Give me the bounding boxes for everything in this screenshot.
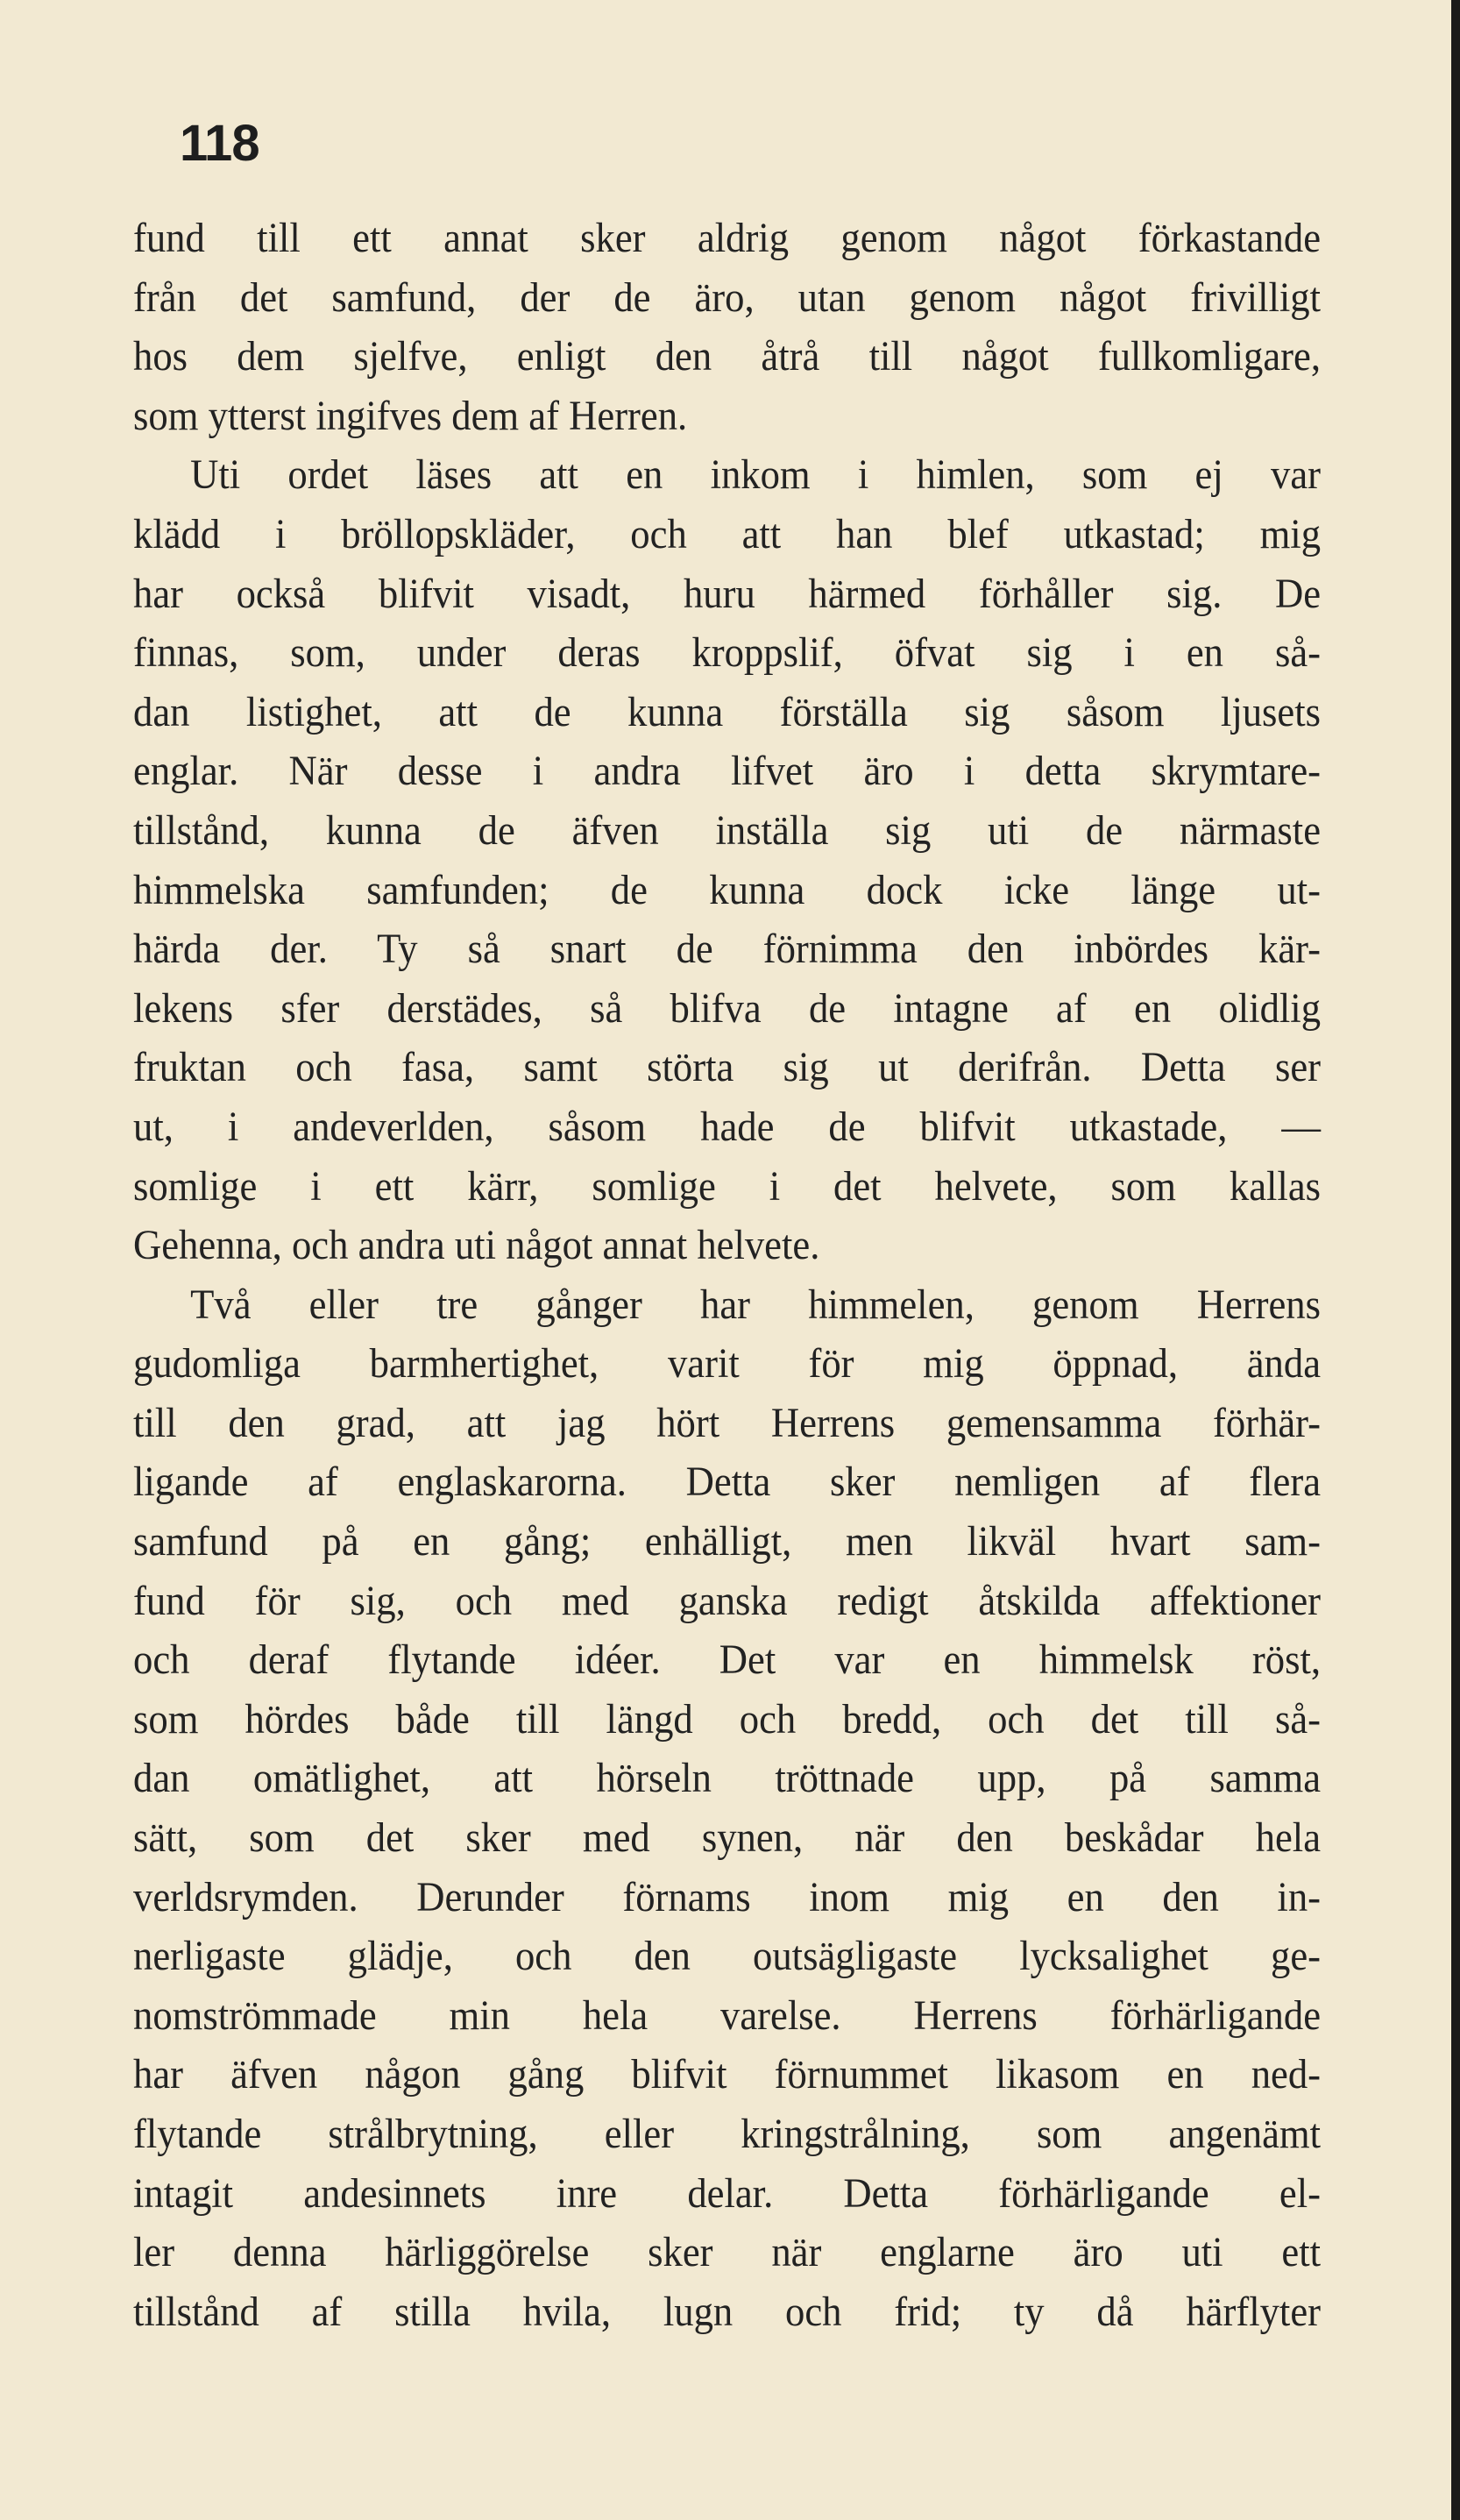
text-line: gudomliga barmhertighet, varit för mig öppnad, ända (133, 1340, 1322, 1388)
text-line: nomströmmade min hela varelse. Herrens förhärligande (133, 1991, 1322, 2039)
text-line: flytande strålbrytning, eller kringstrålning, som angenämt (133, 2111, 1322, 2157)
text-line: fund för sig, och med ganska redigt åtskilda affektioner (133, 1577, 1322, 1624)
text-line: klädd i bröllopskläder, och att han blef utkastad; mig (133, 510, 1322, 557)
text-line: från det samfund, der de äro, utan genom något frivilligt (133, 273, 1322, 321)
text-line: samfund på en gång; enhälligt, men likväl hvart sam- (133, 1518, 1322, 1565)
text-line: ligande af englaskarorna. Detta sker nemligen af flera (133, 1459, 1322, 1506)
text-line: dan listighet, att de kunna förställa sig såsom ljusets (133, 688, 1322, 735)
text-line: hos dem sjelfve, enligt den åtrå till något fullkomligare, (133, 333, 1322, 380)
text-line: ler denna härliggörelse sker när englarne äro uti ett (133, 2229, 1322, 2276)
text-line: nerligaste glädje, och den outsägligaste lycksalighet ge- (133, 1933, 1322, 1980)
text-line: som hördes både till längd och bredd, och det till så- (133, 1695, 1322, 1743)
text-line: englar. När desse i andra lifvet äro i detta skrymtare- (133, 748, 1322, 795)
page-number: 118 (180, 115, 259, 172)
text-line: somlige i ett kärr, somlige i det helvete, som kallas (133, 1162, 1322, 1210)
text-line: lekens sfer derstädes, så blifva de intagne af en olidlig (133, 984, 1322, 1032)
text-line: Gehenna, och andra uti något annat helvete. (133, 1222, 820, 1269)
text-line: Två eller tre gånger har himmelen, genom Herrens (190, 1281, 1322, 1328)
text-line: himmelska samfunden; de kunna dock icke länge ut- (133, 866, 1322, 913)
text-line: och deraf flytande idéer. Det var en himmelsk röst, (133, 1636, 1322, 1684)
text-line: härda der. Ty så snart de förnimma den inbördes kär- (133, 926, 1322, 973)
page-edge (1451, 0, 1460, 2520)
body-text (133, 209, 1321, 2341)
text-line: finnas, som, under deras kroppslif, öfvat sig i en så- (133, 629, 1322, 677)
text-line: som ytterst ingifves dem af Herren. (133, 392, 688, 439)
text-line: till den grad, att jag hört Herrens gemensamma förhär- (133, 1399, 1322, 1446)
text-line: fund till ett annat sker aldrig genom något förkastande (133, 215, 1322, 261)
text-line: Uti ordet läses att en inkom i himlen, som ej var (190, 451, 1322, 499)
text-line: ut, i andeverlden, såsom hade de blifvit utkastade, — (133, 1103, 1322, 1150)
text-line: intagit andesinnets inre delar. Detta förhärligande el- (133, 2169, 1322, 2217)
text-line: fruktan och fasa, samt störta sig ut derifrån. Detta ser (133, 1044, 1322, 1091)
text-line: tillstånd af stilla hvila, lugn och frid; ty då härflyter (133, 2288, 1322, 2335)
text-line: har äfven någon gång blifvit förnummet likasom en ned- (133, 2051, 1322, 2098)
text-line: tillstånd, kunna de äfven inställa sig uti de närmaste (133, 806, 1322, 854)
text-line: dan omätlighet, att hörseln tröttnade upp, på samma (133, 1755, 1322, 1802)
text-line: har också blifvit visadt, huru härmed förhåller sig. De (133, 570, 1322, 617)
text-line: verldsrymden. Derunder förnams inom mig en den in- (133, 1873, 1322, 1920)
text-line: sätt, som det sker med synen, när den beskådar hela (133, 1814, 1322, 1862)
